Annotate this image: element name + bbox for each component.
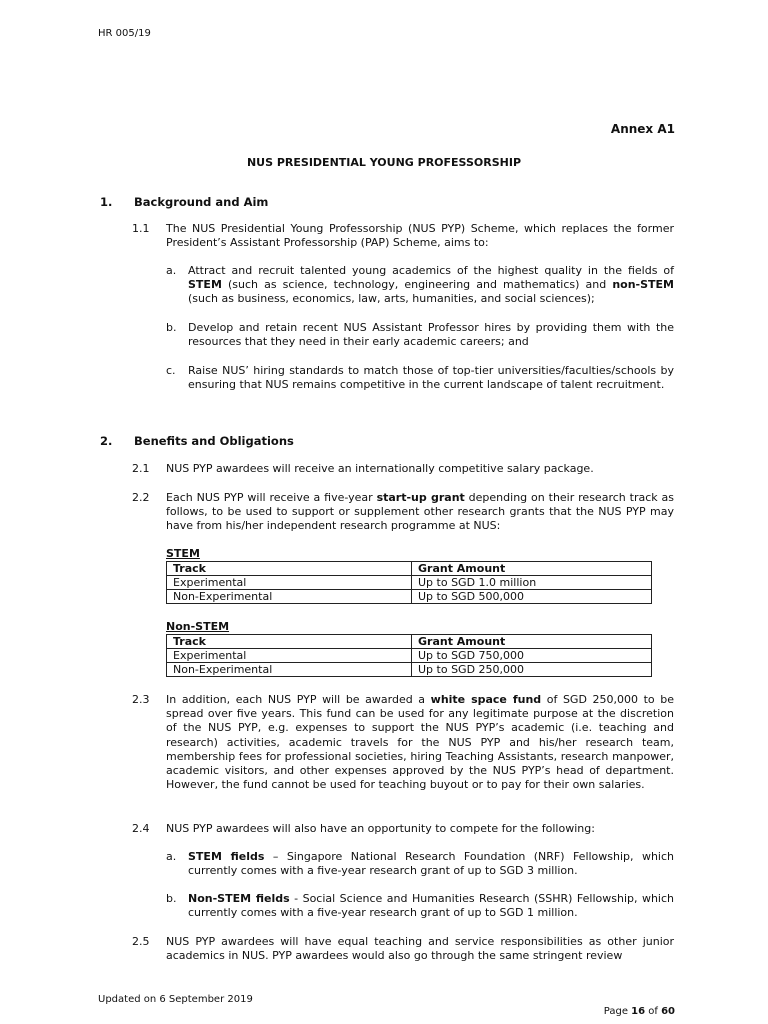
para-2-2-part1: Each NUS PYP will receive a five-year: [166, 491, 377, 504]
item-1a-nonstem: non-STEM: [612, 278, 674, 292]
table-row: [167, 649, 652, 663]
para-2-3-part2: of SGD 250,000 to be spread over five years. This fund can be used for any legitimate purpose at the discretion of the NUS PYP, e.g. expenses to support the NUS PYP’s academic (i.e. teaching and research) activities, academic travels for the NUS PYP and his/her research team, membership fees for professional societies, hiring Teaching Assistants, research manpower, academic visitors, and other expenses approved by the NUS PYP’s head of department. However, the fund cannot be used for teaching buyout or to pay for their own salaries.: [166, 693, 675, 792]
table-header-cell: Track: [167, 562, 412, 576]
table-header-cell: Track: [167, 635, 412, 649]
item-2-4b-text: [188, 892, 674, 920]
stem-grant-table: [166, 561, 652, 604]
item-1a-text: [188, 264, 674, 307]
para-2-1-number: 2.1: [132, 462, 150, 475]
item-2-4b-label: b.: [166, 892, 177, 905]
para-2-5-number: 2.5: [132, 935, 150, 948]
item-1b-text: Develop and retain recent NUS Assistant Professor hires by providing them with the resources that they need in their early academic careers; and: [188, 321, 674, 349]
para-2-3-white-space-fund: white space fund: [430, 693, 542, 706]
item-2-4a-stem-fields: STEM fields: [188, 850, 265, 863]
table-header-cell: Grant Amount: [412, 562, 652, 576]
item-2-4a-part1: – Singapore National Research Foundation (NRF) Fellowship, which currently comes with a five-year research grant of up to SGD 3 million.: [188, 850, 674, 878]
table-header-row: [167, 562, 652, 576]
para-2-4-number: 2.4: [132, 822, 150, 835]
para-2-1: NUS PYP awardees will receive an internationally competitive salary package.: [166, 462, 594, 475]
item-2-4b-part1: - Social Science and Humanities Research (SSHR) Fellowship, which currently comes with a five-year research grant of up to SGD 1 million.: [188, 892, 675, 920]
item-1a-label: a.: [166, 264, 177, 277]
section-2-number: 2.: [100, 434, 113, 448]
page-total: 60: [661, 1006, 675, 1017]
table-cell: Up to SGD 500,000: [412, 590, 652, 604]
page-prefix: Page: [603, 1006, 632, 1017]
para-2-4: NUS PYP awardees will also have an opportunity to compete for the following:: [166, 822, 595, 835]
para-2-2: [166, 491, 674, 534]
item-2-4a-label: a.: [166, 850, 177, 863]
page-of: of: [645, 1006, 662, 1017]
table-cell: Up to SGD 1.0 million: [412, 576, 652, 590]
section-2-title: Benefits and Obligations: [134, 434, 294, 448]
section-1-number: 1.: [100, 195, 113, 209]
annex-label: Annex A1: [610, 122, 675, 136]
table-cell: Up to SGD 250,000: [412, 663, 652, 677]
para-2-2-startup-grant: start-up grant: [376, 491, 465, 504]
item-1a-part3: (such as business, economics, law, arts, humanities, and social sciences);: [188, 292, 595, 306]
para-2-5: NUS PYP awardees will have equal teaching and service responsibilities as other junior academics in NUS. PYP awardees would also go through the same stringent review: [166, 935, 674, 963]
table-header-row: [167, 635, 652, 649]
item-1b-label: b.: [166, 321, 177, 334]
nonstem-table-label: Non-STEM: [166, 620, 230, 633]
para-2-3-part1: In addition, each NUS PYP will be awarded a: [166, 693, 431, 706]
page-title: NUS PRESIDENTIAL YOUNG PROFESSORSHIP: [246, 156, 522, 169]
document-reference: HR 005/19: [98, 28, 151, 39]
table-row: [167, 590, 652, 604]
item-1c-text: Raise NUS’ hiring standards to match those of top-tier universities/faculties/schools by ensuring that NUS remains competitive in the current landscape of talent recruitment.: [188, 364, 674, 392]
section-1-title: Background and Aim: [134, 195, 269, 209]
table-row: [167, 576, 652, 590]
para-1-1-number: 1.1: [132, 222, 150, 235]
para-2-3: [166, 693, 674, 792]
item-2-4a-text: [188, 850, 674, 878]
para-1-1: The NUS Presidential Young Professorship (NUS PYP) Scheme, which replaces the former President’s Assistant Professorship (PAP) Scheme, aims to:: [166, 222, 674, 250]
table-cell: Experimental: [167, 576, 412, 590]
item-2-4b-nonstem-fields: Non-STEM fields: [188, 892, 290, 905]
footer-updated-date: Updated on 6 September 2019: [98, 994, 253, 1005]
page-number: [604, 1006, 675, 1017]
stem-table-label: STEM: [166, 547, 200, 560]
nonstem-grant-table: [166, 634, 652, 677]
table-cell: Experimental: [167, 649, 412, 663]
table-cell: Up to SGD 750,000: [412, 649, 652, 663]
table-cell: Non-Experimental: [167, 663, 412, 677]
table-row: [167, 663, 652, 677]
para-2-2-number: 2.2: [132, 491, 150, 504]
item-1a-part1: Attract and recruit talented young academics of the highest quality in the fields of: [188, 264, 674, 277]
item-1a-part2: (such as science, technology, engineering and mathematics) and: [221, 278, 613, 292]
page-current: 16: [631, 1006, 646, 1017]
item-1c-label: c.: [166, 364, 176, 377]
table-cell: Non-Experimental: [167, 590, 412, 604]
para-2-3-number: 2.3: [132, 693, 150, 706]
table-header-cell: Grant Amount: [412, 635, 652, 649]
para-2-2-part2: depending on their research track as follows, to be used to support or supplement other research grants that the NUS PYP may have from his/her independent research programme at NUS:: [166, 491, 674, 533]
item-1a-stem: STEM: [188, 278, 222, 292]
